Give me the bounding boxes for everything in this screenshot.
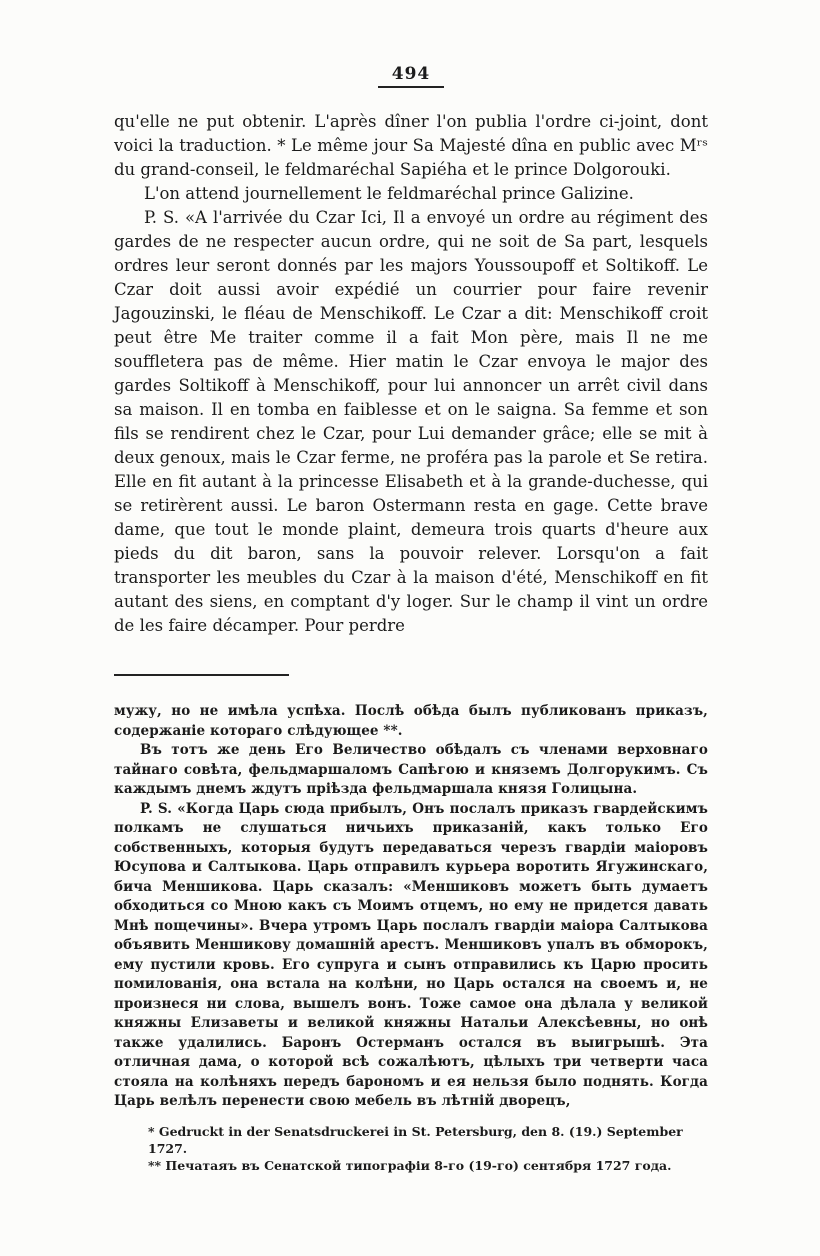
french-text-section [114, 110, 708, 638]
footnote-separator-rule [114, 674, 289, 676]
french-paragraph: L'on attend journellement le feldmaréchal prince Galizine. [144, 184, 634, 203]
footnote-german: * Gedruckt in der Senatsdruckerei in St. Petersburg, den 8. (19.) September 1727. [148, 1123, 683, 1156]
page-header [114, 64, 708, 88]
footnote-russian: ** Печатаяъ въ Сенатской типографіи 8-го (19-го) сентября 1727 года. [148, 1157, 672, 1173]
page-number: 494 [378, 64, 445, 88]
russian-paragraph-postscript: P. S. «Когда Царь сюда прибылъ, Онъ послалъ приказъ гвардейскимъ полкамъ не слушаться ничьихъ приказаній, какъ только Его собственныхъ, которыя будутъ передаваться черезъ гвардіи маіоровъ Юсупова и Салтыкова. Царь отправилъ курьера воротить Ягужинскаго, бича Меншикова. Царь сказалъ: «Меншиковъ можетъ быть думаетъ обходиться со Мною какъ съ Моимъ отцемъ, но ему не придется давать Мнѣ пощечины». Вчера утромъ Царь послалъ гвардіи маіора Салтыкова объявить Меншикову домашній арестъ. Меншиковъ упалъ въ обморокъ, ему пустили кровь. Его супруга и сынъ отправились къ Царю просить помилованія, она встала на колѣни, но Царь остался на своемъ и, не произнеся ни слова, вышелъ вонъ. Тоже самое она дѣлала у великой княжны Елизаветы и великой княжны Натальи Алексѣевны, но онѣ также удалились. Баронъ Остерманъ остался въ выигрышѣ. Эта отличная дама, о которой всѣ сожалѣютъ, цѣлыхъ три четверти часа стояла на колѣняхъ передъ барономъ и ея нельзя было поднять. Когда Царь велѣлъ перенести свою мебель въ лѣтній дворецъ, [114, 800, 708, 1109]
russian-paragraph-continuation: мужу, но не имѣла успѣха. Послѣ обѣда былъ публикованъ приказъ, содержаніе котораго слѣдующее **. [114, 703, 708, 739]
french-paragraph-continuation: qu'elle ne put obtenir. L'après dîner l'on publia l'ordre ci-joint, dont voici la traduction. * Le même jour Sa Majesté dîna en public avec Mʳˢ du grand-conseil, le feldmaréchal Sapiéha et le prince Dolgorouki. [114, 112, 708, 179]
french-paragraph-postscript: P. S. «A l'arrivée du Czar Ici, Il a envoyé un ordre au régiment des gardes de ne respecter aucun ordre, qui ne soit de Sa part, lesquels ordres leur seront donnés par les majors Youssoupoff et Soltikoff. Le Czar doit aussi avoir expédié un courrier pour faire revenir Jagouzinski, le fléau de Menschikoff. Le Czar a dit: Menschikoff croit peut être Me traiter comme il a fait Mon père, mais Il ne me souffletera pas de même. Hier matin le Czar envoya le major des gardes Soltikoff à Menschikoff, pour lui annoncer un arrêt civil dans sa maison. Il en tomba en faiblesse et on le saigna. Sa femme et son fils se rendirent chez le Czar, pour Lui demander grâce; elle se mit à deux genoux, mais le Czar ferme, ne proféra pas la parole et Se retira. Elle en fit autant à la princesse Elisabeth et à la grande-duchesse, qui se retirèrent aussi. Le baron Ostermann resta en gage. Cette brave dame, que tout le monde plaint, demeura trois quarts d'heure aux pieds du dit baron, sans la pouvoir relever. Lorsqu'on a fait transporter les meubles du Czar à la maison d'été, Menschikoff en fit autant des siens, en comptant d'y loger. Sur le champ il vint un ordre de les faire décamper. Pour perdre [114, 208, 708, 635]
russian-translation-section [114, 702, 708, 1112]
print-footnotes [114, 1123, 708, 1174]
russian-paragraph: Въ тотъ же день Его Величество обѣдалъ съ членами верховнаго тайнаго совѣта, фельдмаршаломъ Сапѣгою и княземъ Долгорукимъ. Съ каждымъ днемъ ждутъ пріѣзда фельдмаршала князя Голицына. [114, 742, 708, 797]
